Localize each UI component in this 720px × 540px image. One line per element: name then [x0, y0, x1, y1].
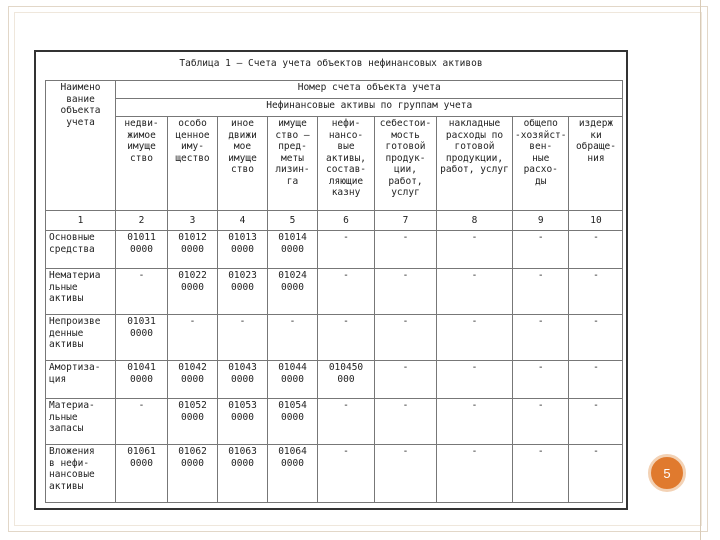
column-number: 10 [569, 211, 623, 231]
table-cell: 01042 0000 [168, 361, 218, 399]
table-cell: - [218, 315, 268, 361]
table-cell: - [513, 231, 569, 269]
table-cell: - [513, 445, 569, 503]
table-cell: 01041 0000 [116, 361, 168, 399]
table-cell: - [318, 315, 375, 361]
table-cell: - [318, 231, 375, 269]
table-cell: 01053 0000 [218, 399, 268, 445]
table-cell: - [375, 445, 437, 503]
table-cell: 01011 0000 [116, 231, 168, 269]
table-cell: - [437, 315, 513, 361]
table-cell: - [375, 361, 437, 399]
table-cell: 01014 0000 [268, 231, 318, 269]
subheader-cell: накладные расходы по готовой продукции, работ, услуг [437, 117, 513, 211]
subheader-cell: общепо -хозяйст- вен- ные расхо- ды [513, 117, 569, 211]
row-label: Амортиза- ция [46, 361, 116, 399]
table-cell: 01012 0000 [168, 231, 218, 269]
table-row [46, 269, 623, 315]
table-cell: - [168, 315, 218, 361]
table-cell: - [513, 269, 569, 315]
table-cell: 010450 000 [318, 361, 375, 399]
row-label: Основные средства [46, 231, 116, 269]
table-cell: - [513, 315, 569, 361]
column-number: 9 [513, 211, 569, 231]
table-cell: - [116, 399, 168, 445]
table-row [46, 399, 623, 445]
table-row [46, 231, 623, 269]
table-cell: - [375, 315, 437, 361]
table-row [46, 361, 623, 399]
header-account-number: Номер счета объекта учета [116, 81, 623, 99]
table-cell: - [437, 445, 513, 503]
table-cell: 01061 0000 [116, 445, 168, 503]
table-row [46, 445, 623, 503]
table-cell: - [437, 399, 513, 445]
table-row [46, 315, 623, 361]
table-cell: 01064 0000 [268, 445, 318, 503]
table-cell: - [375, 231, 437, 269]
page-number-badge: 5 [648, 454, 686, 492]
row-label: Нематериа льные активы [46, 269, 116, 315]
table-cell: 01022 0000 [168, 269, 218, 315]
table-cell: 01062 0000 [168, 445, 218, 503]
subheader-cell: особо ценное иму- щество [168, 117, 218, 211]
table-cell: - [437, 269, 513, 315]
column-number: 1 [46, 211, 116, 231]
column-number: 5 [268, 211, 318, 231]
table-cell: - [375, 269, 437, 315]
table-cell: - [569, 269, 623, 315]
table-cell: 01013 0000 [218, 231, 268, 269]
table-cell: - [375, 399, 437, 445]
row-label: Вложения в нефи- нансовые активы [46, 445, 116, 503]
column-number: 2 [116, 211, 168, 231]
table-cell: - [318, 269, 375, 315]
table-cell: 01054 0000 [268, 399, 318, 445]
table-cell: - [513, 399, 569, 445]
table-cell: - [268, 315, 318, 361]
row-label: Непроизве денные активы [46, 315, 116, 361]
table-cell: 01043 0000 [218, 361, 268, 399]
column-number: 4 [218, 211, 268, 231]
table-cell: - [569, 231, 623, 269]
table-cell: 01044 0000 [268, 361, 318, 399]
table-cell: - [569, 361, 623, 399]
column-number: 6 [318, 211, 375, 231]
table-cell: - [318, 399, 375, 445]
column-number: 7 [375, 211, 437, 231]
table-cell: 01023 0000 [218, 269, 268, 315]
subheader-cell: нефи- нансо- вые активы, состав- ляющие казну [318, 117, 375, 211]
subheader-cell: себестои- мость готовой продук- ции, работ, услуг [375, 117, 437, 211]
header-object-name: Наимено вание объекта учета [46, 81, 116, 211]
subheader-cell: иное движи мое имуще ство [218, 117, 268, 211]
table-cell: 01052 0000 [168, 399, 218, 445]
table-cell: 01024 0000 [268, 269, 318, 315]
table-cell: 01063 0000 [218, 445, 268, 503]
slide-frame-line [700, 0, 701, 540]
table-caption: Таблица 1 – Счета учета объектов нефинансовых активов [179, 58, 483, 69]
subheader-cell: недви- жимое имуще ство [116, 117, 168, 211]
subheader-cell: имуще ство – пред- меты лизин- га [268, 117, 318, 211]
table-cell: - [437, 361, 513, 399]
table-panel [34, 50, 628, 510]
table-cell: - [569, 315, 623, 361]
accounts-table [45, 80, 623, 503]
table-cell: 01031 0000 [116, 315, 168, 361]
column-number: 3 [168, 211, 218, 231]
row-label: Материа- льные запасы [46, 399, 116, 445]
table-cell: - [116, 269, 168, 315]
table-cell: - [513, 361, 569, 399]
table-cell: - [569, 399, 623, 445]
subheader-cell: издерж ки обраще- ния [569, 117, 623, 211]
table-cell: - [437, 231, 513, 269]
table-cell: - [569, 445, 623, 503]
header-asset-groups: Нефинансовые активы по группам учета [116, 99, 623, 117]
table-cell: - [318, 445, 375, 503]
column-number: 8 [437, 211, 513, 231]
